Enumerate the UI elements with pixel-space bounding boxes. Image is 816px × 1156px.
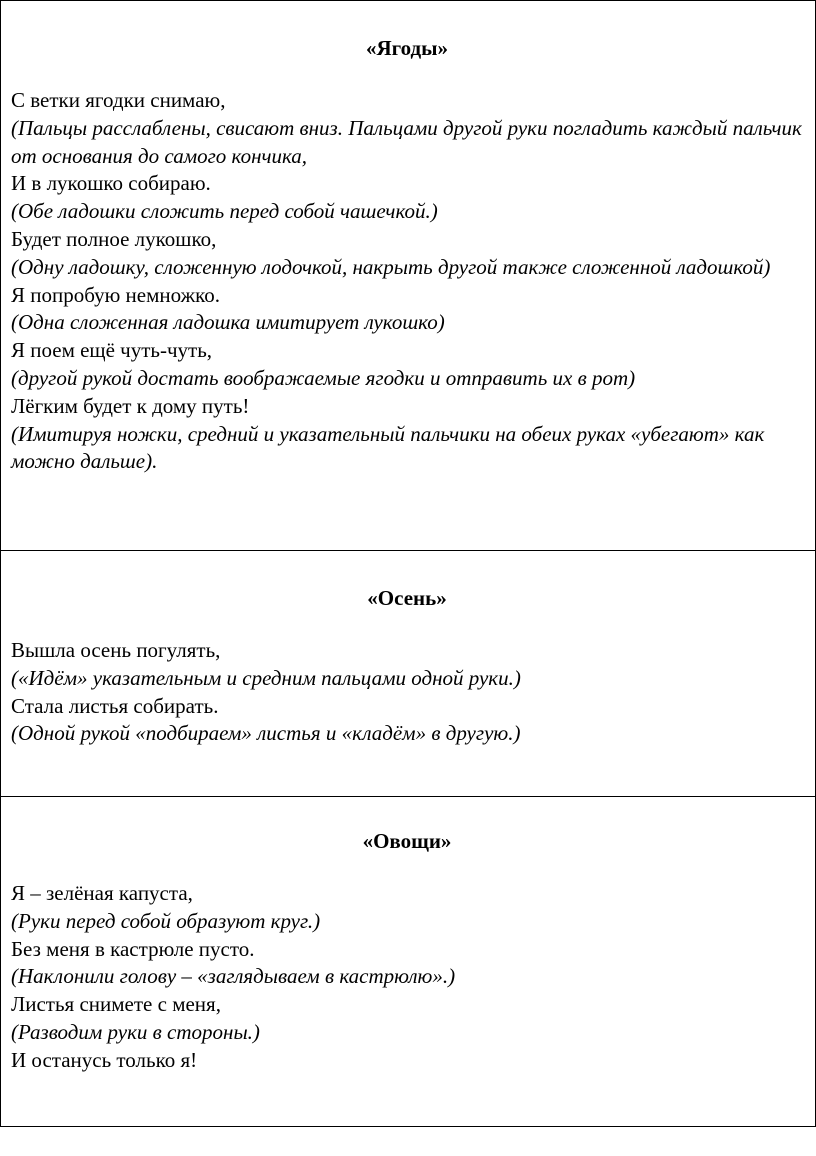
- verse-line: Без меня в кастрюле пусто.: [11, 936, 255, 961]
- instruction-line: (Обе ладошки сложить перед собой чашечкой.): [11, 199, 438, 224]
- verse-line: Вышла осень погулять,: [11, 638, 221, 662]
- instruction-line: (Одну ладошку, сложенную лодочкой, накрыть другой также сложенной ладошкой): [11, 254, 771, 279]
- card-autumn: [1, 551, 816, 797]
- instruction-line: (Наклонили голову – «заглядываем в кастрюлю».): [11, 964, 456, 989]
- card-title: «Ягоды»: [365, 36, 449, 60]
- card-row-autumn: [1, 551, 816, 797]
- verse-line: И в лукошко собираю.: [11, 171, 211, 196]
- verse-line: Стала листья собирать.: [11, 693, 219, 718]
- instruction-line: (Имитируя ножки, средний и указательный пальчики на обеих руках «убегают» как можно дальше).: [11, 421, 765, 474]
- instruction-line: (Одной рукой «подбираем» листья и «кладём» в другую.): [11, 721, 521, 746]
- verse-line: Я попробую немножко.: [11, 282, 221, 307]
- instruction-line: (Пальцы расслаблены, свисают вниз. Пальцами другой руки погладить каждый пальчик от основания до самого кончика,: [11, 115, 802, 168]
- verse-line: И останусь только я!: [11, 1047, 198, 1072]
- instruction-line: («Идём» указательным и средним пальцами одной руки.): [11, 665, 521, 690]
- card-title: «Осень»: [367, 586, 447, 610]
- verse-line: Листья снимете с меня,: [11, 992, 221, 1017]
- verse-line: Будет полное лукошко,: [11, 226, 217, 251]
- verse-line: Лёгким будет к дому путь!: [11, 393, 250, 418]
- instruction-line: (Одна сложенная ладошка имитирует лукошко): [11, 310, 445, 335]
- card-title: «Овощи»: [362, 829, 452, 853]
- verse-line: Я – зелёная капуста,: [11, 881, 193, 905]
- verse-line: Я поем ещё чуть-чуть,: [11, 338, 213, 363]
- instruction-line: (Руки перед собой образуют круг.): [11, 908, 321, 933]
- instruction-line: (другой рукой достать воображаемые ягодки и отправить их в рот): [11, 365, 636, 390]
- verse-line: С ветки ягодки снимаю,: [11, 88, 226, 112]
- instruction-line: (Разводим руки в стороны.): [11, 1019, 260, 1044]
- card-row-berries: [1, 1, 816, 551]
- card-berries: [1, 1, 816, 551]
- card-row-vegetables: [1, 797, 816, 1127]
- card-vegetables: [1, 797, 816, 1127]
